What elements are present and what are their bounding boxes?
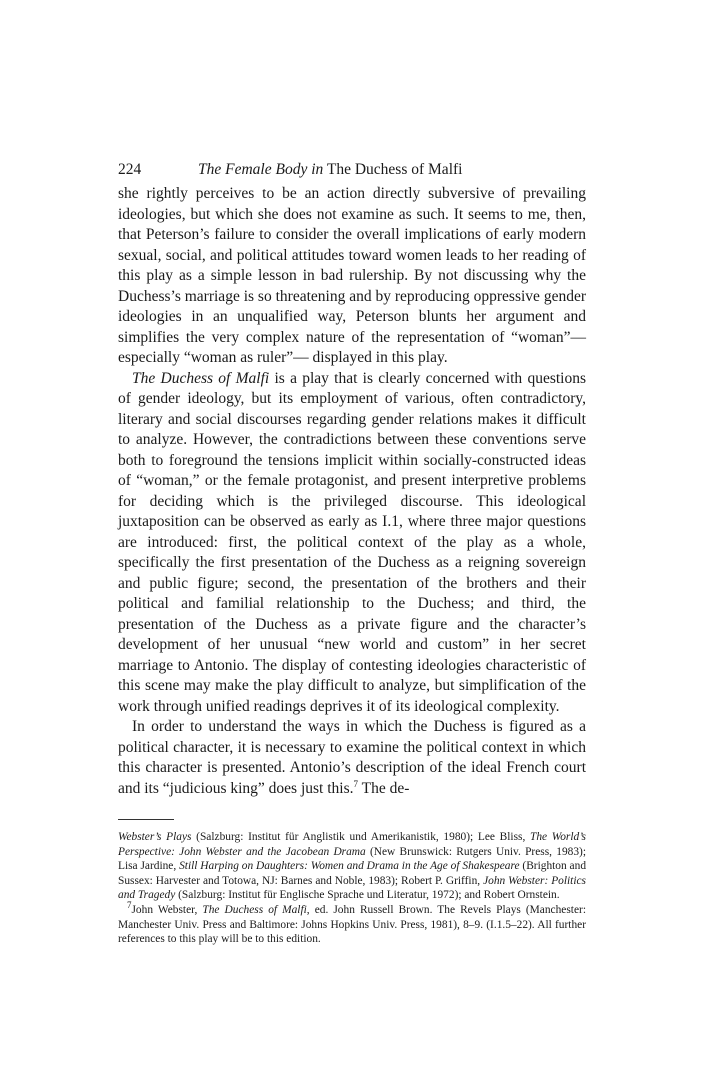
citation-text: John Webster,: [131, 903, 203, 916]
citation-title: The Duchess of Malfi: [202, 903, 307, 916]
running-head: [118, 160, 586, 184]
footnote-continued: [118, 830, 586, 903]
footnote-number: 7: [127, 900, 132, 911]
citation-title: Still Harping on Daughters: Women and Drama in the Age of Shakespeare: [179, 860, 520, 873]
citation-title: Webster’s Plays: [118, 831, 192, 843]
paragraph-3-text: In order to understand the ways in which the Duchess is figured as a political character, it is necessary to examine the political context in which this character is presented. Antonio’s description of the ideal French court and its “judicious king” does just this.: [118, 718, 586, 797]
citation-text: (Salzburg: Institut für Anglistik und Amerikanistik, 1980); Lee Bliss,: [191, 831, 530, 843]
citation-title: John Webster: Politics and Tragedy: [118, 874, 586, 902]
running-title-plain: The Duchess of Malfi: [326, 161, 463, 178]
paragraph-1: she rightly perceives to be an action directly subversive of prevailing ideologies, but which she does not examine as such. It seems to me, then, that Peterson’s failure to consider the overall implications of early modern sexual, social, and political attitudes toward women leads to her reading of this play as a simple lesson in bad rulership. By not discussing why the Duchess’s marriage is so threatening and by reproducing oppressive gender ideologies in an unqualified way, Peterson blunts her argument and simplifies the very complex nature of the representation of “woman”—especially “woman as ruler”— displayed in this play.: [118, 185, 586, 366]
citation-text: (Salzburg: Institut für Englische Sprache und Literatur, 1972); and Robert Ornstein.: [175, 889, 560, 902]
page-number: 224: [118, 161, 142, 178]
footnote-7: [118, 900, 586, 947]
running-title-italic: The Female Body in: [198, 161, 324, 178]
citation-text: , ed. John Russell Brown. The Revels Plays (Manchester: Manchester Univ. Press and Baltimore: Johns Hopkins Univ. Press, 1981), 8–9. (I.1.5–22). All further references to this play will be to this edition.: [118, 903, 586, 946]
paragraph-3-end: The de-: [358, 779, 410, 797]
footnote-divider: [118, 819, 174, 820]
citation-title: The World’s Perspective: John Webster and the Jacobean Drama: [118, 831, 586, 858]
book-page: [118, 160, 586, 947]
footnote-reference[interactable]: 7: [353, 778, 358, 789]
citation-text: (Brighton and Sussex: Harvester and Totowa, NJ: Barnes and Noble, 1983); Robert P. Griffin,: [118, 860, 587, 887]
citation-text: (New Brunswick: Rutgers Univ. Press, 1983); Lisa Jardine,: [118, 845, 586, 873]
body-text: [118, 184, 586, 799]
footnotes: [118, 830, 586, 947]
paragraph-2: [118, 369, 586, 718]
play-title-italic: The Duchess of Malfi: [132, 369, 270, 387]
paragraph-2-text: is a play that is clearly concerned with questions of gender ideology, but its employment of various, often contradictory, literary and social discourses regarding gender relations makes it difficult to analyze. However, the contradictions between these conventions serve both to foreground the tensions implicit within socially-constructed ideas of “woman,” or the female protagonist, and present interpretive problems for deciding which is the privileged discourse. This ideological juxtaposition can be observed as early as I.1, where three major questions are introduced: first, the political context of the play as a whole, specifically the first presentation of the Duchess as a reigning sovereign and public figure; second, the presentation of the brothers and their political and familial relationship to the Duchess; and third, the presentation of the Duchess as a private figure and the character’s development of her unusual “new world and custom” in her secret marriage to Antonio. The display of contesting ideologies characteristic of this scene may make the play difficult to analyze, but simplification of the work through unified readings deprives it of its ideological complexity.: [118, 369, 586, 715]
paragraph-3: [118, 717, 586, 799]
